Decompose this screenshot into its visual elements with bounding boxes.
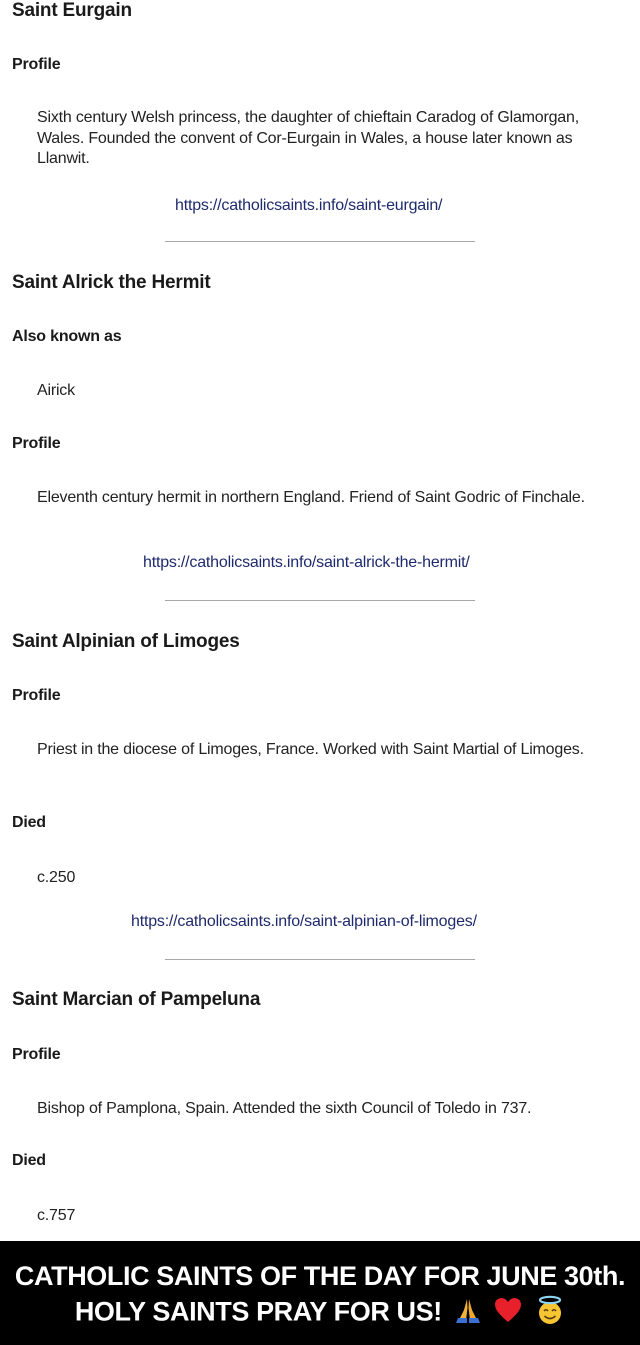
smiling-face-with-halo-icon	[535, 1295, 565, 1332]
died-label: Died	[12, 1152, 46, 1169]
divider	[165, 241, 475, 242]
divider	[165, 600, 475, 601]
saint-title: Saint Marcian of Pampeluna	[12, 989, 261, 1010]
also-known-as-label: Also known as	[12, 328, 122, 345]
profile-label: Profile	[12, 1046, 61, 1063]
died-label: Died	[12, 814, 46, 831]
praying-hands-icon	[455, 1296, 481, 1331]
profile-label: Profile	[12, 435, 61, 452]
saint-title: Saint Alrick the Hermit	[12, 272, 211, 293]
profile-text: Sixth century Welsh princess, the daughter of chieftain Caradog of Glamorgan, Wales. Founded the convent of Cor-Eurgain in Wales, a house later known as Llanwit.	[37, 109, 579, 167]
died-text: c.250	[37, 869, 76, 886]
profile-label: Profile	[12, 56, 61, 73]
profile-label: Profile	[12, 687, 61, 704]
saint-link[interactable]: https://catholicsaints.info/saint-eurgain/	[175, 197, 443, 214]
died-text: c.757	[37, 1207, 76, 1224]
profile-text: Bishop of Pamplona, Spain. Attended the sixth Council of Toledo in 737.	[37, 1100, 532, 1117]
caption-line-2-text: HOLY SAINTS PRAY FOR US!	[74, 1296, 442, 1327]
caption-line-1: CATHOLIC SAINTS OF THE DAY FOR JUNE 30th.	[14, 1261, 626, 1291]
also-known-as-text: Airick	[37, 382, 75, 399]
saint-title: Saint Alpinian of Limoges	[12, 631, 240, 652]
saint-link[interactable]: https://catholicsaints.info/saint-alpinian-of-limoges/	[131, 913, 477, 930]
saint-title: Saint Eurgain	[12, 0, 132, 21]
saint-link[interactable]: https://catholicsaints.info/saint-alrick-the-hermit/	[143, 554, 470, 571]
caption-line-2	[0, 1295, 640, 1332]
profile-text: Priest in the diocese of Limoges, France. Worked with Saint Martial of Limoges.	[37, 741, 584, 758]
red-heart-icon	[494, 1297, 522, 1330]
divider	[165, 959, 475, 960]
profile-text: Eleventh century hermit in northern England. Friend of Saint Godric of Finchale.	[37, 489, 585, 506]
caption-banner	[0, 1241, 640, 1345]
